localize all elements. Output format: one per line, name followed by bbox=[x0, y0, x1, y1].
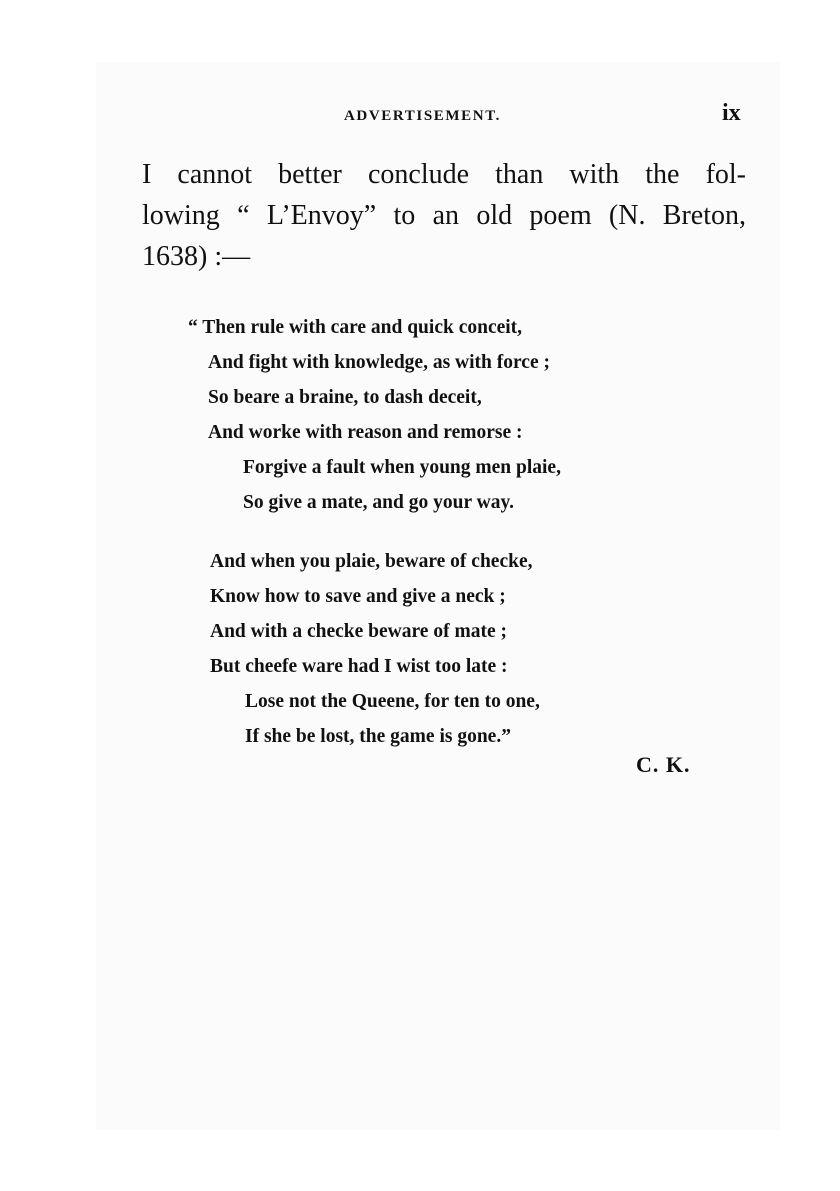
poem-line: Know how to save and give a neck ; bbox=[210, 586, 506, 607]
poem-line: If she be lost, the game is gone.” bbox=[245, 726, 511, 747]
intro-line: lowing “ L’Envoy” to an old poem (N. Breton, bbox=[142, 200, 746, 231]
poem-line: But cheefe ware had I wist too late : bbox=[210, 656, 508, 677]
intro-line: I cannot better conclude than with the fol- bbox=[142, 159, 746, 190]
poem-quotation bbox=[188, 310, 561, 754]
running-title: ADVERTISEMENT. bbox=[344, 108, 502, 124]
poem-line: And worke with reason and remorse : bbox=[208, 422, 523, 443]
poem-stanza bbox=[188, 544, 561, 754]
page-number: ix bbox=[722, 100, 741, 126]
poem-line: And when you plaie, beware of checke, bbox=[210, 551, 533, 572]
poem-line: So beare a braine, to dash deceit, bbox=[208, 387, 482, 408]
poem-line: Forgive a fault when young men plaie, bbox=[243, 457, 561, 478]
poem-stanza bbox=[188, 310, 561, 520]
author-signature: C. K. bbox=[636, 752, 691, 777]
poem-line: “ Then rule with care and quick conceit, bbox=[188, 317, 523, 338]
intro-paragraph bbox=[142, 154, 746, 277]
poem-line: Lose not the Queene, for ten to one, bbox=[245, 691, 540, 712]
poem-line: And fight with knowledge, as with force ; bbox=[208, 352, 550, 373]
poem-line: And with a checke beware of mate ; bbox=[210, 621, 507, 642]
intro-line: 1638) :— bbox=[142, 241, 251, 272]
poem-line: So give a mate, and go your way. bbox=[243, 492, 515, 513]
